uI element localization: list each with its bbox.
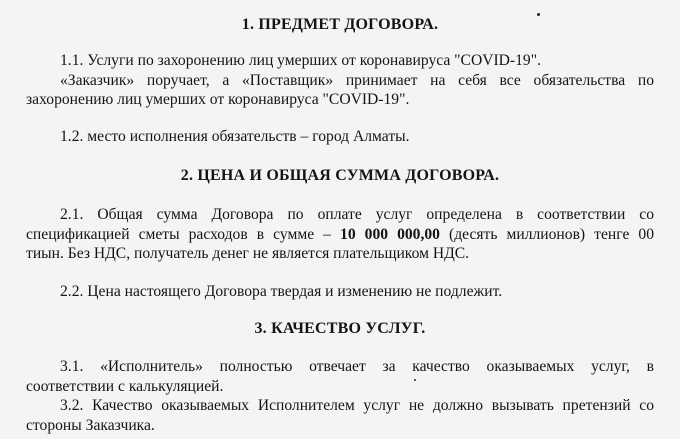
section-1-heading: 1. ПРЕДМЕТ ДОГОВОРА. (241, 16, 439, 33)
paragraph-2-1-line-1: 2.1. Общая сумма Договора по оплате услуг определена в соответствии со (60, 206, 654, 223)
paragraph-1-1-line-1: 1.1. Услуги по захоронению лиц умерших от коронавируса "COVID-19". (60, 52, 541, 69)
paragraph-2-1-line-2 (26, 225, 654, 245)
contract-amount: 10 000 000,00 (340, 225, 440, 243)
section-2-heading: 2. ЦЕНА И ОБЩАЯ СУММА ДОГОВОРА. (180, 167, 500, 184)
paragraph-3-1-line-1: 3.1. «Исполнитель» полностью отвечает за качество оказываемых услуг, в (60, 358, 654, 375)
paragraph-3-2-line-2: стороны Заказчика. (26, 416, 155, 434)
paragraph-1-2-text: 1.2. место исполнения обязательств – город Алматы. (60, 128, 410, 145)
paragraph-1-2 (26, 127, 654, 147)
paragraph-1-1 (26, 51, 654, 110)
paragraph-3-1-line-2: соответствии с калькуляцией. (26, 377, 224, 395)
paragraph-1-1-line-3: захоронению лиц умерших от коронавируса "COVID-19". (26, 91, 410, 108)
paragraph-2-1-line-3: тиын. Без НДС, получатель денег не является плательщиком НДС. (26, 245, 470, 262)
paragraph-3-2-line-1: 3.2. Качество оказываемых Исполнителем услуг не должно вызывать претензий со (60, 397, 654, 414)
paragraph-3-2 (26, 396, 654, 435)
paragraph-2-2 (26, 282, 654, 302)
paragraph-2-1-line-2-start: спецификацией сметы расходов в сумме – (26, 225, 341, 243)
paragraph-1-1-line-2: «Заказчик» поручает, а «Поставщик» принимает на себя все обязательства по (60, 71, 654, 89)
section-3-heading: 3. КАЧЕСТВО УСЛУГ. (254, 320, 426, 337)
paragraph-3-1 (26, 357, 654, 396)
paragraph-2-1-line-2-end: (десять миллионов) тенге 00 (439, 225, 654, 243)
paragraph-2-2-text: 2.2. Цена настоящего Договора твердая и изменению не подлежит. (60, 283, 503, 300)
paragraph-2-1 (26, 205, 654, 264)
